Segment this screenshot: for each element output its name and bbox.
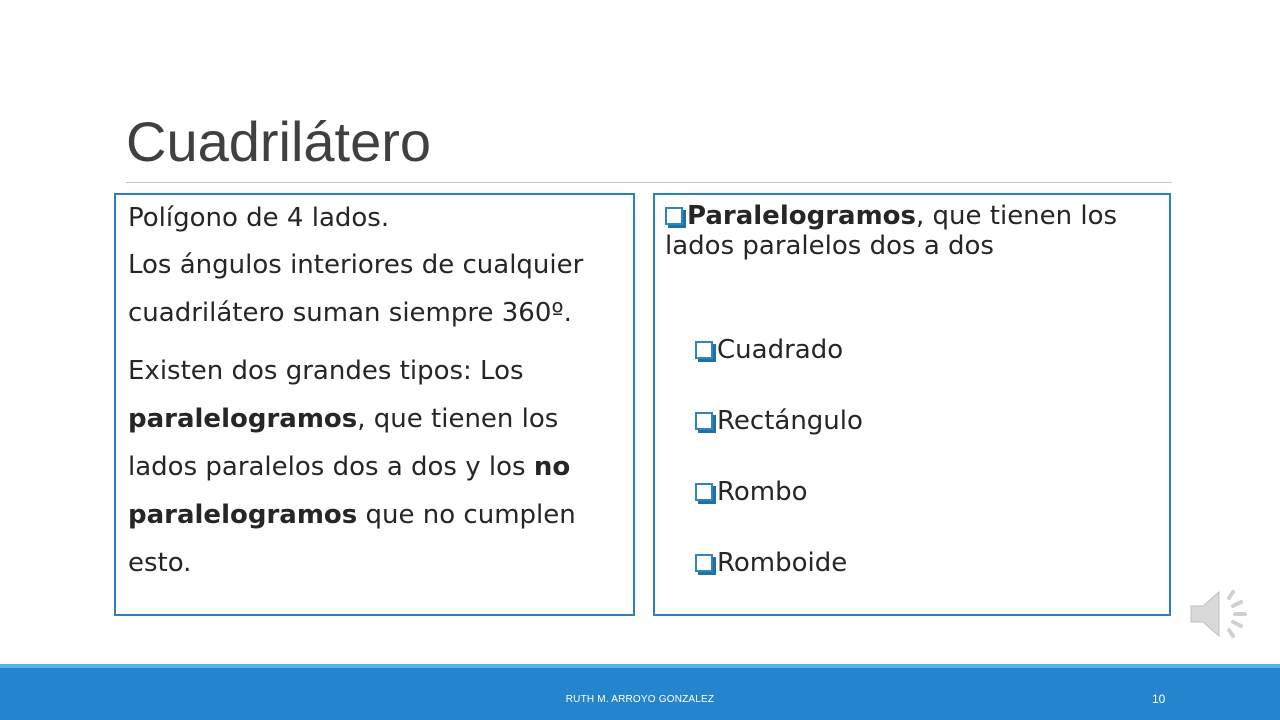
checkbox-bullet-icon — [695, 483, 713, 501]
speaker-icon[interactable] — [1187, 584, 1253, 644]
checkbox-bullet-icon — [695, 554, 713, 572]
list-item-label: Cuadrado — [717, 335, 844, 365]
main-bullet-bold: Paralelogramos — [687, 201, 916, 231]
types-text-c: , que tienen los lados paralelos dos a dos y los — [128, 404, 559, 482]
types-text-bold-paralelogramos: paralelogramos — [128, 404, 358, 434]
checkbox-bullet-icon — [665, 207, 683, 225]
main-bullet-paralelogramos — [665, 201, 1159, 261]
paragraph-definition — [128, 201, 621, 235]
list-item-label: Rectángulo — [717, 406, 863, 436]
list-item — [695, 404, 1159, 475]
angles-text: Los ángulos interiores de cualquier cuadrilátero suman siempre 360º. — [128, 250, 584, 328]
paragraph-types — [128, 347, 621, 587]
slide-title: Cuadrilátero — [126, 110, 432, 173]
main-bullet-continuation: lados paralelos dos a dos — [665, 231, 994, 261]
definition-text: Polígono de 4 lados. — [128, 203, 390, 233]
types-text-e: que no cumplen esto. — [128, 500, 576, 578]
title-divider — [126, 182, 1172, 183]
list-item — [695, 475, 1159, 546]
checkbox-bullet-icon — [695, 412, 713, 430]
page-number: 10 — [1152, 692, 1166, 706]
list-item — [695, 333, 1159, 404]
footer-author: RUTH M. ARROYO GONZALEZ — [565, 694, 715, 705]
checkbox-bullet-icon — [695, 341, 713, 359]
parallelogram-types-list — [695, 333, 1159, 617]
list-item — [695, 546, 1159, 617]
list-item-label: Rombo — [717, 477, 808, 507]
paragraph-angles — [128, 241, 621, 337]
types-text-a: Existen dos grandes tipos: Los — [128, 356, 524, 386]
list-item-label: Romboide — [717, 548, 848, 578]
left-text-box[interactable] — [114, 193, 635, 616]
right-text-box[interactable] — [653, 193, 1171, 616]
types-text-bold-no-paralelogramos: no paralelogramos — [128, 452, 571, 530]
footer-bar — [0, 664, 1280, 720]
main-bullet-rest: , que tienen los — [916, 201, 1118, 231]
